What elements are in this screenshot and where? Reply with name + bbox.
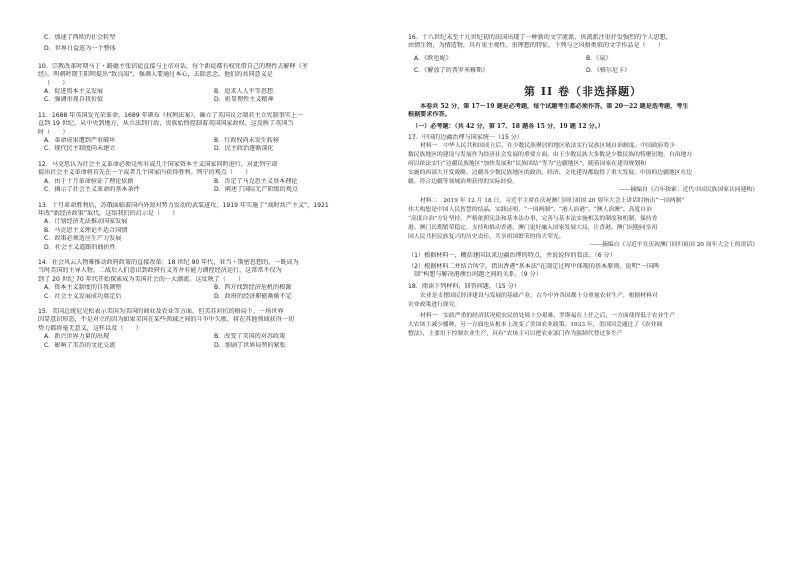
section-title: 第 II 卷（非选择题） [524, 84, 642, 98]
q16-option-a[interactable]: A．《欧也妮》 [414, 54, 452, 62]
question-14: 14．社会风云人物难推动政府政策的直接改革：18 世纪 90 年代，亚当・斯密思想的，一既成为 当时美国的主导人物。二战后人们意识到政府有义务并有能力调控经济运行，这常常不仅为 到了 20 世纪 70 年代开始探索成为美国社会的一大潮流。这反映了（ ） A．资本主义制度的自我调整 B．西方找到经济危机的根源 C．社会主义发展成功奠定后 D．政府的经济职能渐渐不定 [38, 259, 384, 301]
question-15: 15．美国总统尼克松表示美国为美国的商业及农业等方面，但美苏对抗的格局下，一场世界 因显意识形态，不是对立的因为如果美国在某些领域之间的斗争中失败，将在其他领域获得一切 势力都将毫无意义，这样以及（ ） A．新兴世界力量的出现 B．改变了美国的对苏政策 C．影响了美苏的文化交流 D．加剧了世界局势的紧张 [38, 308, 384, 350]
q18-material-1: 材料一 实政严重的经济状况使农民的处境十分艰难，罗斯福在上任之后，一方面使得低于农业生产 大农场主减少播种，另一方面也从根本上改变了美国农业政策。1933 年，美国国会通过了《农业调 整法》，主要用于控制农业生产，具有“农场主可以把农业部门作为强制代替过多生产 [408, 312, 676, 337]
q10-option-b[interactable]: B．追求人人平等思想 [214, 88, 274, 96]
q10-option-d[interactable]: D．彰显理性主义精神 [214, 96, 274, 104]
q17-material-2: 材料二 2019 年 12 月 18 日，习近平主席在庆祝澳门回归祖国 20 周年大会上讲话时指出“一国两制” 伟大构想是中国人民智慧的结晶。实践证明，“一国两制”、“港人治港”、“澳人治澳”、高度自治 “高度自治”方针坚持，严格依照宪法和基本法办事，完善与基本法实施相关的制度和机制，保持香 港、澳门长期繁荣稳定，支持和推动香港、澳门更好融入国家发展大局，让香港、澳门同胞同享祖 国人民共担民族复兴的历史责任、共享祖国繁荣的伟大荣光。 [408, 198, 685, 241]
question-11: 11．1688 年英国发光荣革命，1689 年颁布《权利法案》，确立了英国议会制君主立宪制事实上一 直到 19 世纪，从中央到地方，从立法到行政，贵族始终控制着英国国家政权。这反映了英国当 时（ ） A．革命成果遭到严重破坏 B．行政权尚未发生转移 C．现代民主制度尚未建立 D．民主政治逐渐深化 [38, 112, 384, 154]
q13-option-b[interactable]: B．马克思主义理论不适合国情 [44, 226, 128, 234]
q16-option-c[interactable]: C．《解放了的普罗米修斯》 [414, 67, 489, 75]
q14-option-d[interactable]: D．政府的经济职能渐渐不定 [214, 292, 292, 300]
q11-option-d[interactable]: D．民主政治逐渐深化 [214, 145, 274, 153]
q14-option-c[interactable]: C．社会主义发展成功奠定后 [44, 292, 122, 300]
question-16: 16．十八世纪末至十九世纪初的法国出现了一种新的文学流派，该流派注重抒发强烈的个人思想， 由情生物，为情造物，具有重主观性、重理想的特征。下列与之风格类似的文学作品是（ ） A．《欧也妮》 B．《泉》 C．《解放了的普罗米修斯》 D．《格尔尼卡》 [408, 34, 758, 76]
q13-option-a[interactable]: A．计划经济无法推动国家发展 [44, 218, 128, 226]
q17-sub-2: （2）根据材料二并结合所学，指出香港“基本法”在制定过程中体现的基本原则。说明“一国两 [408, 262, 660, 270]
q17-source-2: ——摘编自《习近平在庆祝澳门回归祖国 20 周年大会上的讲话》 [590, 242, 758, 249]
top-option-c: C．加速了西欧的社会转型 [44, 34, 116, 41]
q17-sub-1: （1）根据材料一，概括建国以来边疆治理的特点，并说说你的看法。（6 分） [408, 252, 616, 260]
section-instructions: 本卷共 52 分，第 17～19 题是必考题，每个试题考生都必须作答。第 20～22 题是选考题，考生 根据要求作答。 [408, 102, 689, 119]
question-13: 13．十月革命胜利后，苏俄面临着国内外敌对势力发动的武装进攻，1919 年实施了“战时共产主义”，1921 年改“新经济政策”取代。这给我们的启示是（ ） A．计划经济无法推动国家发展 B．马克思主义理论不适合国情 C．政策必须适应生产力发展 D．社会主义道路的曲折性 [38, 202, 384, 252]
q15-option-b[interactable]: B．改变了美国的对苏政策 [214, 333, 286, 341]
question-10: 10．宗教改革时期马丁・路德主张信徒直接与上帝对话，每个新徒都有权凭借自己的理性去解释《圣 经》。明朝时期王阳明提出“致良知”，强调人要通过本心，去除恶念。他们的共同意义是 （ ） A．促进资本主义发展 B．追求人人平等思想 C．强调重视自我价值 D．彰显理性主义精神 [38, 63, 384, 105]
q14-option-b[interactable]: B．西方找到经济危机的根源 [214, 284, 292, 292]
q11-option-a[interactable]: A．革命成果遭到严重破坏 [44, 137, 116, 145]
q17-material-1: 材料一 中华人民共和国成立后，在少数民族聚居的地区依法实行民族区域自治制度。中国政府将少 数民族地区的建设与发展作为经济社会发展的重要方面，由于少数民族大多数是少数民族的特聚居地，自治地方 府以依法实行“边疆民族地区”加快发展和“民族团结”等为“边疆地区”。随着国家在建设规划和 实施的西部大开发战略，边疆各少数民族地区的政治、经济、文化建设都取得了重大发展，中国的边疆地区在边 疆。符合边疆等领域治理获得的实际经验。 [408, 143, 693, 186]
question-18 [408, 283, 758, 338]
q17-source-1: ——摘编自《百年探索：近代中国民族国家认同建构》 [618, 187, 758, 194]
q13-option-d[interactable]: D．社会主义道路的曲折性 [44, 243, 116, 251]
q13-option-c[interactable]: C．政策必须适应生产力发展 [44, 235, 122, 243]
q17-title: 17．中国的边疆治理与国家统一（15 分） [408, 134, 523, 142]
question-12: 12．马克思认为社会主义革命必须是所有或几个国家资本主义国家同时进行，对此列宁却 提出社会主义革命将首先在一个或者几个国家内获得胜利。列宁的观点（ ） A．由于十月革命验证了理论依据 B．否定了马克思主义基本理论 C．揭示了社会主义革命的基本条件 D．阐述了国际无产阶级的观点 [38, 161, 384, 195]
top-option-d: D．世界日益连为一个整体 [44, 45, 116, 53]
q10-option-c[interactable]: C．强调重视自我价值 [44, 96, 104, 104]
q16-option-d[interactable]: D．《格尔尼卡》 [586, 67, 631, 75]
q11-option-b[interactable]: B．行政权尚未发生转移 [214, 137, 280, 145]
q15-option-c[interactable]: C．影响了美苏的文化交流 [44, 341, 116, 349]
q10-option-a[interactable]: A．促进资本主义发展 [44, 88, 104, 96]
left-column [38, 34, 384, 350]
q14-option-a[interactable]: A．资本主义制度的自我调整 [44, 284, 122, 292]
right-column [408, 34, 758, 339]
q12-option-b[interactable]: B．否定了马克思主义基本理论 [214, 177, 298, 185]
q15-option-a[interactable]: A．新兴世界力量的出现 [44, 333, 110, 341]
q12-option-a[interactable]: A．由于十月革命验证了理论依据 [44, 177, 134, 185]
required-header: （一）必考题：（共 42 分，第 17、18 题各 15 分，19 题 12 分。） [412, 122, 604, 130]
q18-intro: 农业是支撑国民经济建设与发展的基础产业，古今中外各国都十分重视农业生产，根据材料对 农业政策进行探究。 [408, 292, 658, 308]
q16-option-b[interactable]: B．《泉》 [586, 54, 612, 62]
question-17: 17．中国的边疆治理与国家统一（15 分） 材料一 中华人民共和国成立后，在少数民族聚居的地区依法实行民族区域自治制度。中国政府将少 数民族地区的建设与发展作为经济社会发展的重要方面，由于少数民族大多数是少数民族的特聚居地，自治地方 府以依法实行“边疆民族地区”加快发展和“民族团结”等为“边疆地区”。随着国家在建设规划和 实施的西部大开发战略，边疆各少数民族地区的政治、经济、文化建设都取得了重大发展，中国的边疆地区在边 疆。符合边疆等领域治理获得的实际经验。 ——摘编自《百年探索：近代中国民族国家认同建构》 材料二 2019 年 12 月 18 日，习近平主席在庆祝澳门回归祖国 20 周年大会上讲话时指出“一国两制” 伟大构想是中国人民智慧的结晶。实践证明，“一国两制”、“港人治港”、“澳人治澳”、高度自治 “高度自治”方针坚持，严格依照宪法和基本法办事，完善与基本法实施相关的制度和机制，保持香 港、澳门长期繁荣稳定，支持和推动香港、澳门更好融入国家发展大局，让香港、澳门同胞同享祖 国人民共担民族复兴的历史责任、共享祖国繁荣的伟大荣光。 ——摘编自《习近平在庆祝澳门回归祖国 20 周年大会上的讲话》 （1）根据材料一，概括建国以来边疆治理的特点，并说说你的看法。（6 分） （2）根据材料二并结合所学，指出香港“基本法”在制定过程中体现的基本原则。说明“一国两 制”构想与解决港澳台问题之间的关系。（9 分） [408, 134, 758, 279]
q12-option-d[interactable]: D．阐述了国际无产阶级的观点 [214, 186, 298, 194]
q18-title: 18．阅读下列材料，回答问题。（15 分） [408, 283, 520, 291]
q11-option-c[interactable]: C．现代民主制度尚未建立 [44, 145, 116, 153]
q12-option-c[interactable]: C．揭示了社会主义革命的基本条件 [44, 186, 140, 194]
q15-option-d[interactable]: D．加剧了世界局势的紧张 [214, 341, 286, 349]
